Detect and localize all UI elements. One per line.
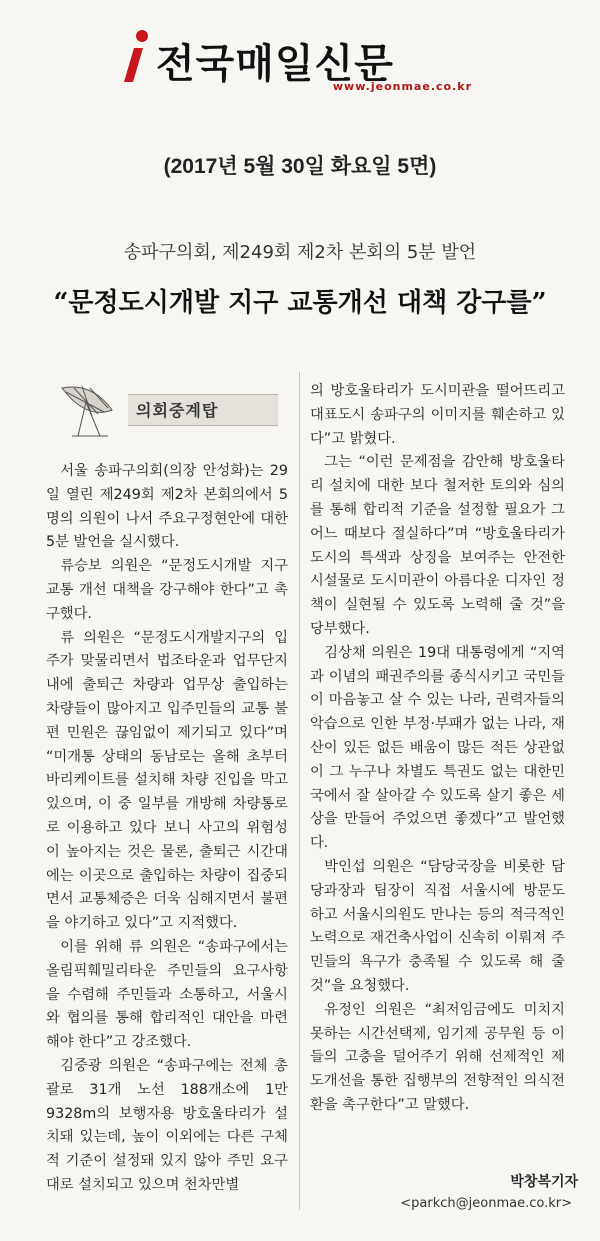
reporter-byline: 박창복기자 <box>510 1174 578 1190</box>
column-divider <box>299 372 300 1210</box>
paragraph: 서울 송파구의회(의장 안성화)는 29일 열린 제249회 제2차 본회의에서 5명의 의원이 나서 주요구정현안에 대한 5분 발언을 실시했다. <box>46 463 288 551</box>
paragraph: 박인섭 의원은 “담당국장을 비롯한 담당과장과 팀장이 직접 서울시에 방문도 하고 서울시의원도 만나는 등의 적극적인 노력으로 재건축사업이 신속히 이뤄져 주민들의 욕구가 충족될 수 있도록 해 줄 것”을 요청했다. <box>310 858 565 994</box>
article-subhead: 송파구의회, 제249회 제2차 본회의 5분 발언 <box>123 242 477 263</box>
reporter-email: <parkch@jeonmae.co.kr> <box>400 1196 572 1211</box>
newspaper-logo-icon <box>118 28 152 84</box>
newspaper-name: 전국매일신문 <box>156 41 394 87</box>
article-column-right <box>310 380 565 1118</box>
paragraph: 김중광 의원은 “송파구에는 전체 총괄로 31개 노선 188개소에 1만 9328m의 보행자용 방호울타리가 설치돼 있는데, 높이 이외에는 다른 구체적 기준이 설정돼 있지 않아 주민 요구대로 설치되고 있으며 천차만별 <box>46 1057 288 1193</box>
article-column-left <box>46 460 288 1198</box>
satellite-dish-icon <box>52 380 130 440</box>
paragraph: 김상채 의원은 19대 대통령에게 “지역과 이념의 패권주의를 종식시키고 국민들이 마음놓고 살 수 있는 나라, 권력자들의 악습으로 인한 부정·부패가 없는 나라, 재산이 있든 없든 배움이 많든 적든 상관없이 그 누구나 차별도 특권도 없는 대한민국에서 잘 살아갈 수 있도록 살기 좋은 세상을 만들어 주었으면 좋겠다”고 발언했다. <box>310 644 565 852</box>
paragraph: 유정인 의원은 “최저임금에도 미치지 못하는 시간선택제, 임기제 공무원 등 이들의 고충을 덜어주기 위해 선제적인 제도개선을 통한 집행부의 전향적인 의식전환을 촉구한다”고 말했다. <box>310 1001 565 1113</box>
article-headline: “문정도시개발 지구 교통개선 대책 강구를” <box>53 288 547 318</box>
newspaper-url: www.jeonmae.co.kr <box>332 80 472 93</box>
paragraph: 의 방호울타리가 도시미관을 떨어뜨리고 대표도시 송파구의 이미지를 훼손하고 있다”고 밝혔다. <box>310 383 565 447</box>
publication-date: (2017년 5월 30일 화요일 5면) <box>163 155 437 178</box>
paragraph: 류 의원은 “문정도시개발지구의 입주가 맞물리면서 법조타운과 업무단지 내에 출퇴근 차량과 업무상 출입하는 차량들이 많아지고 입주민들의 교통 불편 민원은 끊임없이 제기되고 있다”며 “미개통 상태의 동남로는 올해 초부터 바리케이트를 설치해 차량 진입을 막고 있으며, 이 중 일부를 개방해 차량통로로 이용하고 있다 보니 사고의 위험성이 높아지는 것은 물론, 출퇴근 시간대에는 이곳으로 출입하는 차량이 집중되면서 교통체증은 더욱 심해지면서 불편을 야기하고 있다”고 지적했다. <box>46 629 288 932</box>
section-badge-label: 의회중계탑 <box>136 401 219 420</box>
paragraph: 이를 위해 류 의원은 “송파구에서는 올림픽훼밀리타운 주민들의 요구사항을 수렴해 주민들과 소통하고, 서울시와 협의를 통해 합리적인 대안을 마련해야 한다”고 강조했다. <box>46 938 288 1051</box>
masthead <box>100 28 500 100</box>
paragraph: 그는 “이런 문제점을 감안해 방호울타리 설치에 대한 보다 철저한 토의와 심의를 통해 합리적 기준을 설정할 필요가 그 어느 때보다 절실하다”며 “방호울타리가 도시의 특색과 상징을 보여주는 안전한 시설물로 도시미관이 아름다운 디자인 정책이 실현될 수 있도록 노력해 줄 것”을 당부했다. <box>310 454 565 637</box>
paragraph: 류승보 의원은 “문정도시개발 지구 교통 개선 대책을 강구해야 한다”고 촉구했다. <box>46 558 288 622</box>
section-badge <box>46 380 282 440</box>
